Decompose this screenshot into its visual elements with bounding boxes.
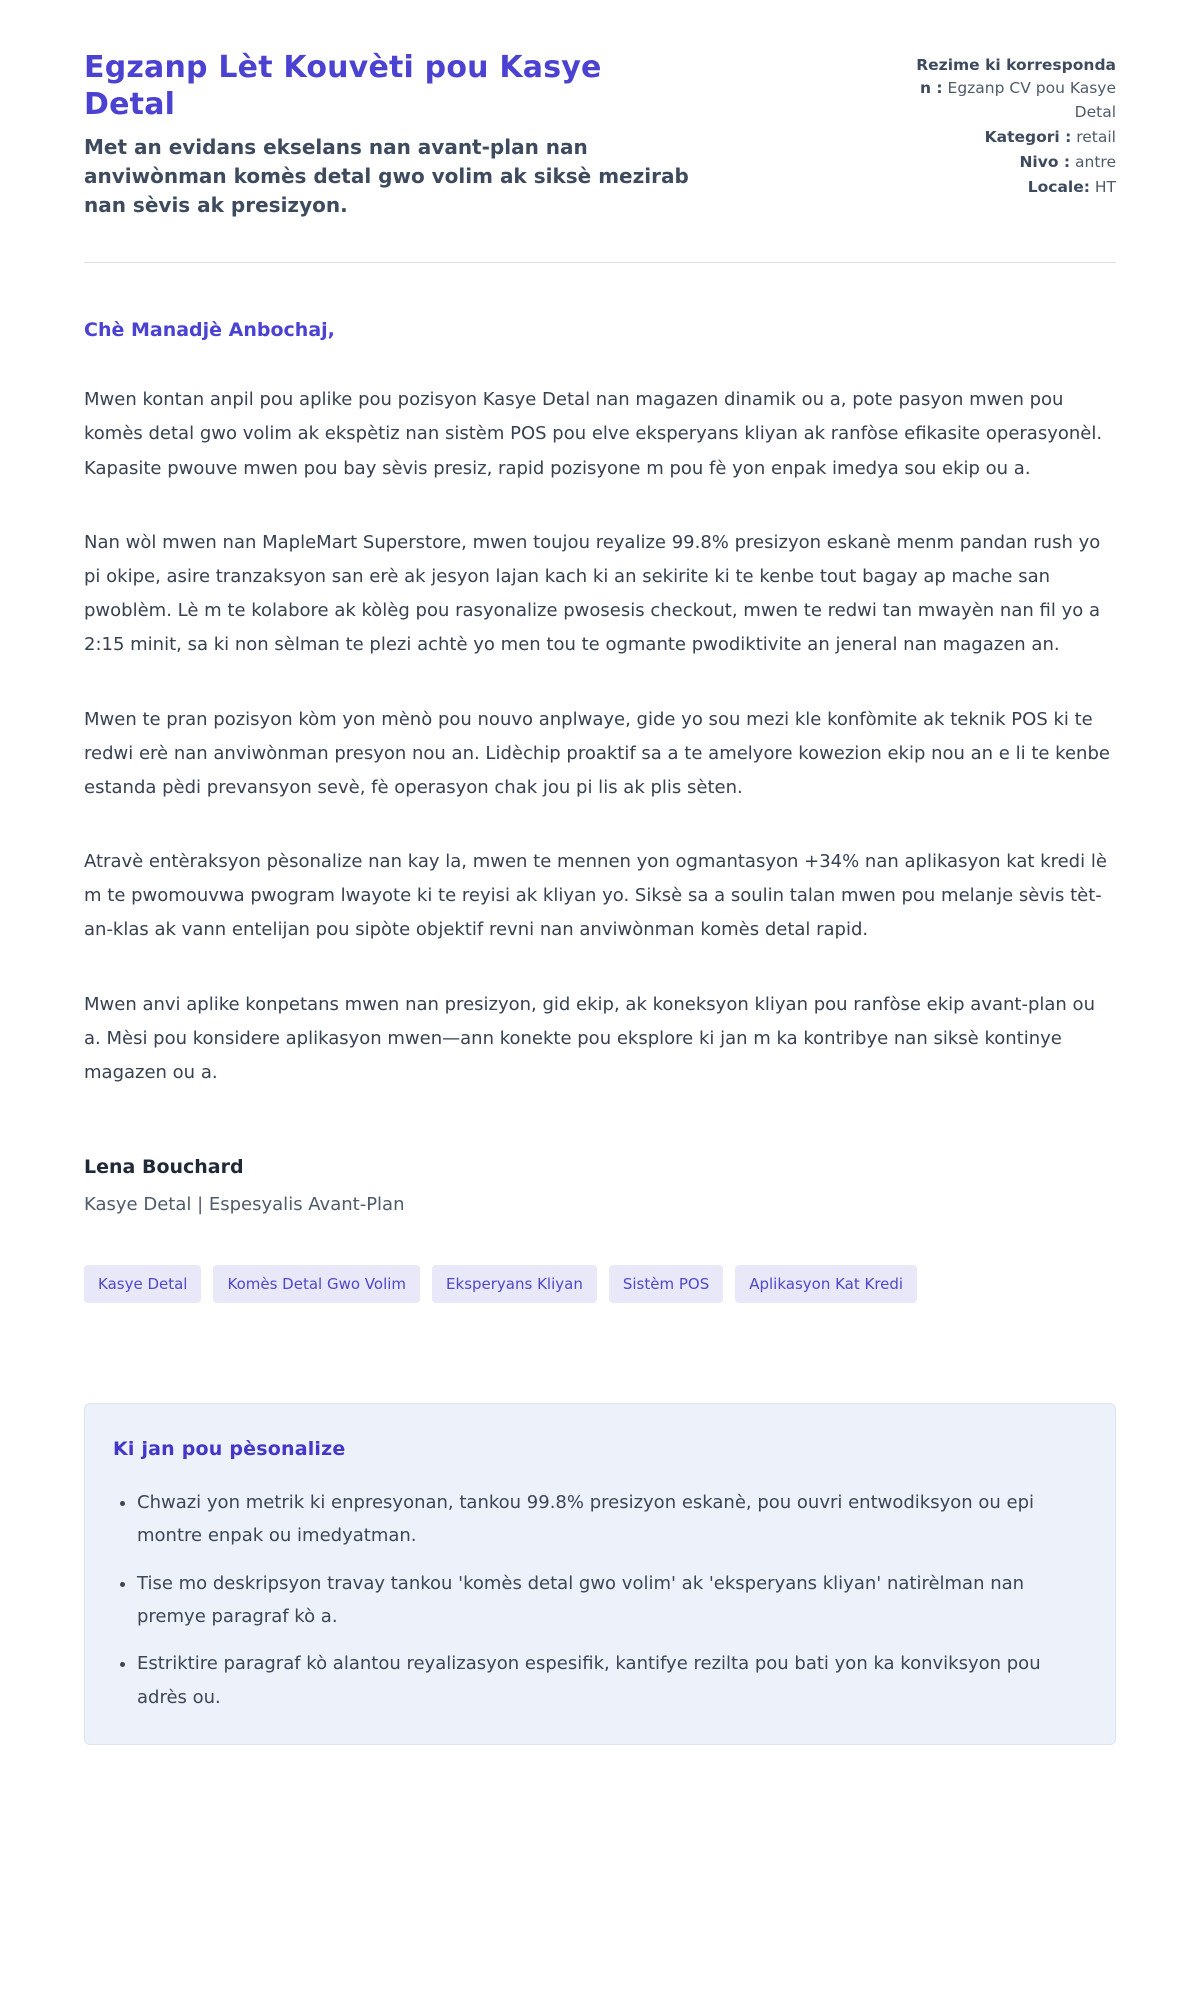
letter-paragraph-2: Nan wòl mwen nan MapleMart Superstore, mwen toujou reyalize 99.8% presizyon eskanè menm pandan rush yo pi okipe, asire tranzaksyon san erè ak jesyon lajan kach ki an sekirite ki te kenbe tout bagay ap mache san pwoblèm. Lè m te kolabore ak kòlèg pou rasyonalize pwosesis checkout, mwen te redwi tan mwayèn nan fil yo a 2:15 minit, sa ki non sèlman te plezi achtè yo men tou te ogmante pwodiktivite an jeneral nan magazen an. <box>84 531 1101 656</box>
letter-greeting: Chè Manadjè Anbochaj, <box>84 319 335 342</box>
letter-paragraph-3: Mwen te pran pozisyon kòm yon mènò pou nouvo anplwaye, gide yo sou mezi kle konfòmite ak teknik POS ki te redwi erè nan anviwònman presyon nou an. Lidèchip proaktif sa a te amelyore kowezion ekip nou an e li te kenbe estanda pèdi prevansyon sevè, fè operasyon chak jou pi lis ak plis sèten. <box>84 708 1110 798</box>
page-subtitle: Met an evidans ekselans nan avant-plan nan anviwònman komès detal gwo volim ak siksè mezirab nan sèvis ak presizyon. <box>84 135 689 218</box>
meta-label: Nivo : <box>1019 153 1071 171</box>
tag-chip-aplikasyon-kat-kredi[interactable]: Aplikasyon Kat Kredi <box>735 1265 917 1303</box>
cover-letter-body <box>84 319 1116 1215</box>
meta-panel <box>916 54 1116 202</box>
tip-item-2: • Tise mo deskripsyon travay tankou 'komès detal gwo volim' ak 'eksperyans kliyan' natirèlman nan premye paragraf kò a. <box>137 1567 1087 1634</box>
meta-row-level <box>916 151 1116 174</box>
meta-row-category <box>916 126 1116 149</box>
meta-label: Locale: <box>1027 178 1090 197</box>
tip-item-1: • Chwazi yon metrik ki enpresyonan, tankou 99.8% presizyon eskanè, pou ouvri entwodiksyon ou epi montre enpak ou imedyatman. <box>137 1486 1087 1553</box>
tag-list <box>84 1265 1116 1303</box>
tag-chip-komes-detal-gwo-volim[interactable]: Komès Detal Gwo Volim <box>213 1265 420 1303</box>
tag-chip-eksperyans-kliyan[interactable]: Eksperyans Kliyan <box>432 1265 597 1303</box>
meta-row-locale <box>916 176 1116 199</box>
tips-heading: Ki jan pou pèsonalize <box>113 1438 346 1461</box>
page-header <box>84 50 1116 220</box>
tip-item-3: • Estriktire paragraf kò alantou reyalizasyon espesifik, kantifye rezilta pou bati yon ka konviksyon pou adrès ou. <box>137 1647 1087 1714</box>
header-divider <box>84 262 1116 263</box>
signature-role: Kasye Detal | Espesyalis Avant-Plan <box>84 1194 405 1216</box>
meta-value: antre <box>1075 153 1116 171</box>
meta-row-matching-resume <box>916 54 1116 124</box>
meta-value: retail <box>1076 127 1116 146</box>
personalize-tips-box <box>84 1403 1116 1745</box>
signature-name: Lena Bouchard <box>84 1156 244 1179</box>
tag-chip-kasye-detal[interactable]: Kasye Detal <box>84 1265 201 1303</box>
letter-paragraph-5: Mwen anvi aplike konpetans mwen nan presizyon, gid ekip, ak koneksyon kliyan pou ranfòse ekip avant-plan ou a. Mèsi pou konsidere aplikasyon mwen—ann konekte pou eksplore ki jan m ka kontribye nan siksè kontinye magazen ou a. <box>84 993 1095 1083</box>
header-title-block <box>84 50 714 220</box>
meta-label: Kategori : <box>984 127 1072 146</box>
tag-chip-sistem-pos[interactable]: Sistèm POS <box>609 1265 723 1303</box>
tips-list <box>113 1486 1087 1714</box>
page-title: Egzanp Lèt Kouvèti pou Kasye Detal <box>84 50 602 122</box>
page-container <box>84 0 1116 1815</box>
meta-label: Rezime ki korrespondan : <box>916 56 1116 98</box>
meta-value: Egzanp CV pou Kasye Detal <box>947 79 1116 121</box>
letter-paragraph-4: Atravè entèraksyon pèsonalize nan kay la, mwen te mennen yon ogmantasyon +34% nan aplikasyon kat kredi lè m te pwomouvwa pwogram lwayote ki te reyisi ak kliyan yo. Siksè sa a soulin talan mwen pou melanje sèvis tèt-an-klas ak vann entelijan pou sipòte objektif revni nan anviwònman komès detal rapid. <box>84 851 1107 941</box>
letter-paragraph-1: Mwen kontan anpil pou aplike pou pozisyon Kasye Detal nan magazen dinamik ou a, pote pasyon mwen pou komès detal gwo volim ak ekspètiz nan sistèm POS pou elve eksperyans kliyan ak ranfòse efikasite operasyonèl. Kapasite pwouve mwen pou bay sèvis presiz, rapid pozisyone m pou fè yon enpak imedya sou ekip ou a. <box>84 389 1103 479</box>
meta-value: HT <box>1094 178 1116 197</box>
